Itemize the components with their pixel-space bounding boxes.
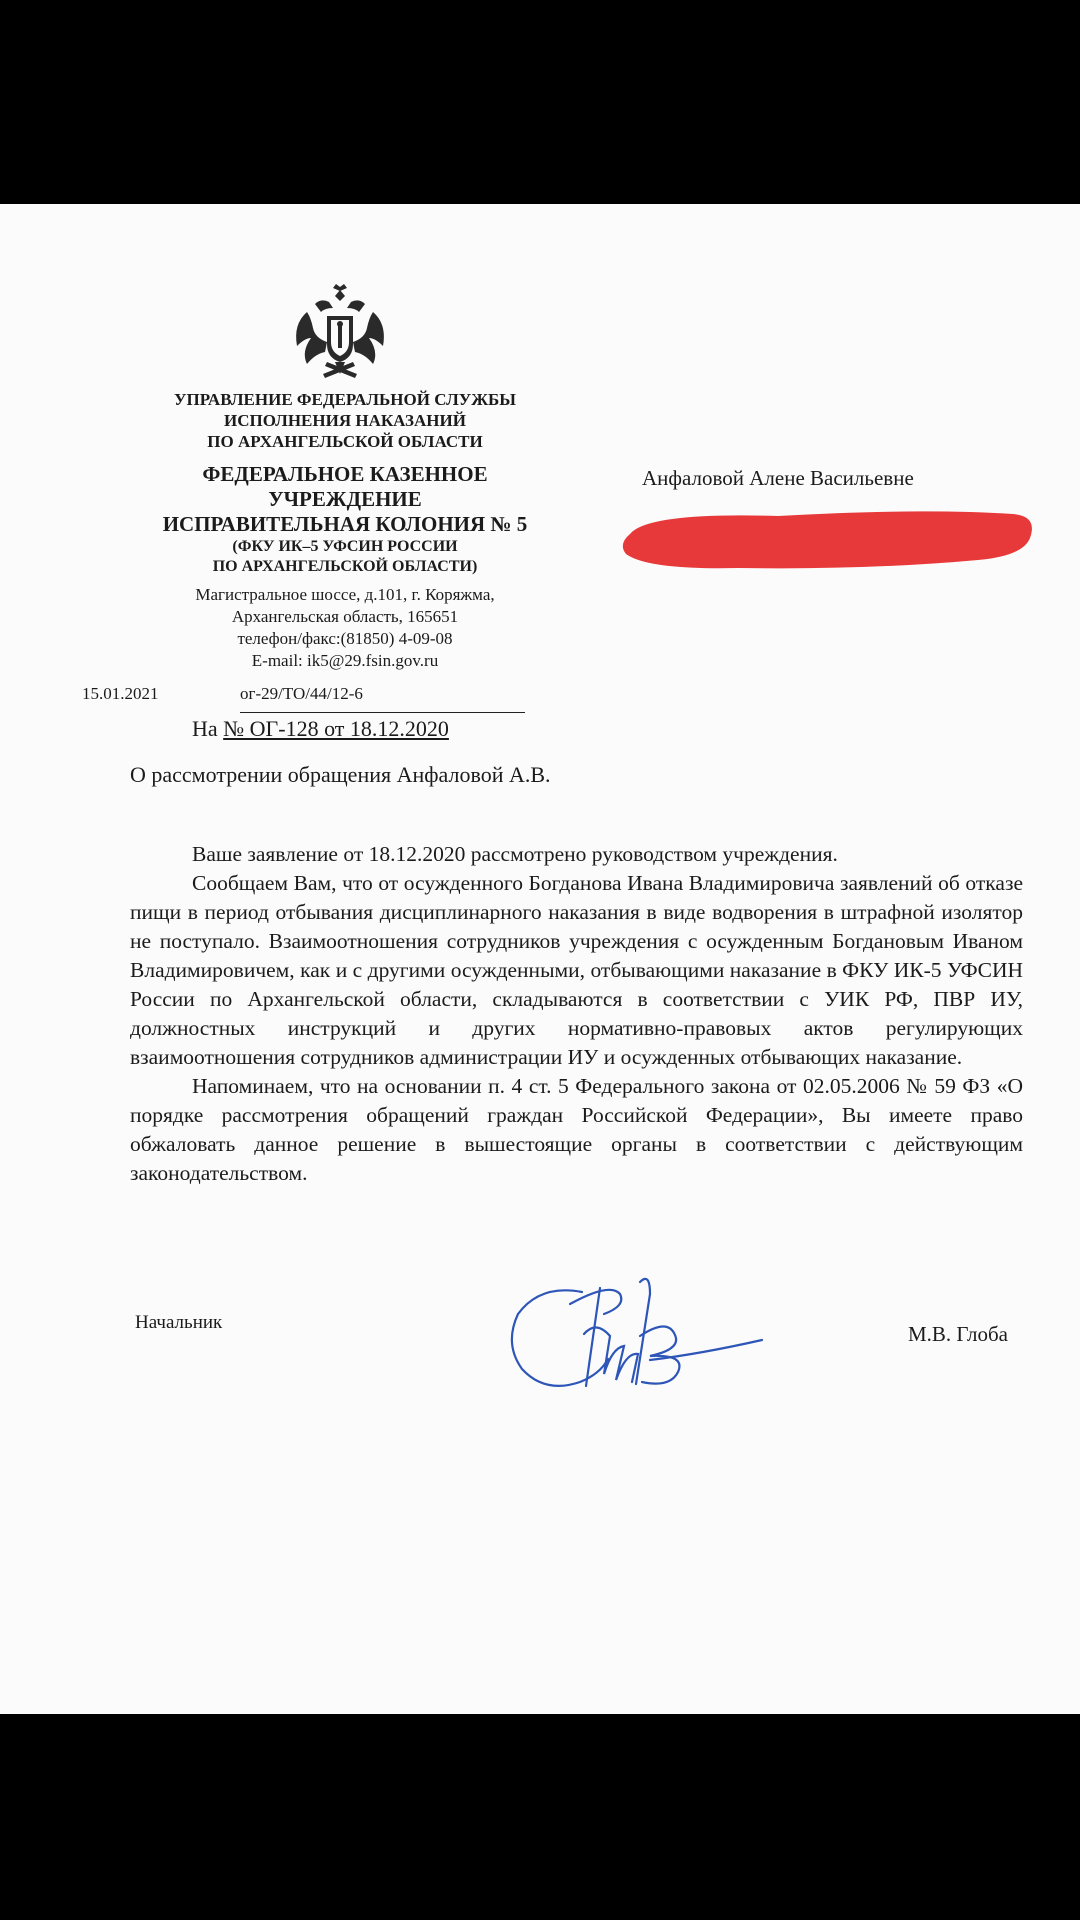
agency-line: УПРАВЛЕНИЕ ФЕДЕРАЛЬНОЙ СЛУЖБЫ	[174, 390, 516, 409]
letter-page	[0, 204, 1080, 1714]
body-paragraph: Сообщаем Вам, что от осужденного Богданова Ивана Владимировича заявлений об отказе пищи в период отбывания дисциплинарного наказания в виде водворения в штрафной изолятор не поступало. Взаимоотношения сотрудников учреждения с осужденным Богдановым Иваном Владимировичем, как и с другими осужденными, отбывающими наказание в ФКУ ИК-5 УФСИН России по Архангельской области, складываются в соответствии с УИК РФ, ПВР ИУ, должностных инструкций и других нормативно-правовых актов регулирующих взаимоотношения сотрудников администрации ИУ и осужденных отбывающих наказание.	[130, 871, 1023, 1069]
address-line: Магистральное шоссе, д.101, г. Коряжма,	[195, 585, 495, 604]
phone-line: телефон/факс:(81850) 4-09-08	[237, 629, 453, 648]
body-paragraph: Ваше заявление от 18.12.2020 рассмотрено руководством учреждения.	[192, 842, 838, 866]
reference-number: № ОГ-128 от 18.12.2020	[223, 716, 449, 741]
institution-line: ФЕДЕРАЛЬНОЕ КАЗЕННОЕ	[202, 462, 488, 486]
letter-subject: О рассмотрении обращения Анфаловой А.В.	[130, 762, 551, 787]
reference-line	[192, 716, 449, 742]
divider	[240, 712, 525, 713]
double-headed-eagle-emblem-icon	[285, 282, 395, 382]
institution-name	[130, 462, 560, 577]
recipient-name: Анфаловой Алене Васильевне	[642, 466, 914, 490]
signatory-name: М.В. Глоба	[908, 1322, 1008, 1346]
institution-address	[140, 584, 550, 672]
institution-line: ИСПРАВИТЕЛЬНАЯ КОЛОНИЯ № 5	[162, 512, 528, 536]
agency-line: ПО АРХАНГЕЛЬСКОЙ ОБЛАСТИ	[207, 432, 483, 451]
outgoing-number: ог-29/ТО/44/12-6	[240, 684, 363, 703]
handwritten-signature	[500, 1264, 770, 1394]
body-paragraph: Напоминаем, что на основании п. 4 ст. 5 Федерального закона от 02.05.2006 № 59 ФЗ «О порядке рассмотрения обращений граждан Российской Федерации», Вы имеете право обжаловать данное решение в вышестоящие органы в соответствии с действующим законодательством.	[130, 1074, 1023, 1185]
letter-date: 15.01.2021	[82, 684, 159, 703]
institution-abbr-line: (ФКУ ИК–5 УФСИН РОССИИ	[232, 538, 458, 555]
address-line: Архангельская область, 165651	[231, 607, 459, 626]
reference-prefix: На	[192, 716, 218, 741]
signatory-title: Начальник	[135, 1312, 223, 1333]
institution-line: УЧРЕЖДЕНИЕ	[268, 487, 422, 511]
institution-abbr-line: ПО АРХАНГЕЛЬСКОЙ ОБЛАСТИ)	[212, 558, 478, 575]
agency-line: ИСПОЛНЕНИЯ НАКАЗАНИЙ	[224, 411, 466, 430]
email-line: E-mail: ik5@29.fsin.gov.ru	[251, 651, 439, 670]
agency-name	[140, 389, 550, 452]
redaction-mark	[618, 504, 1038, 580]
letter-body	[130, 840, 1023, 1188]
